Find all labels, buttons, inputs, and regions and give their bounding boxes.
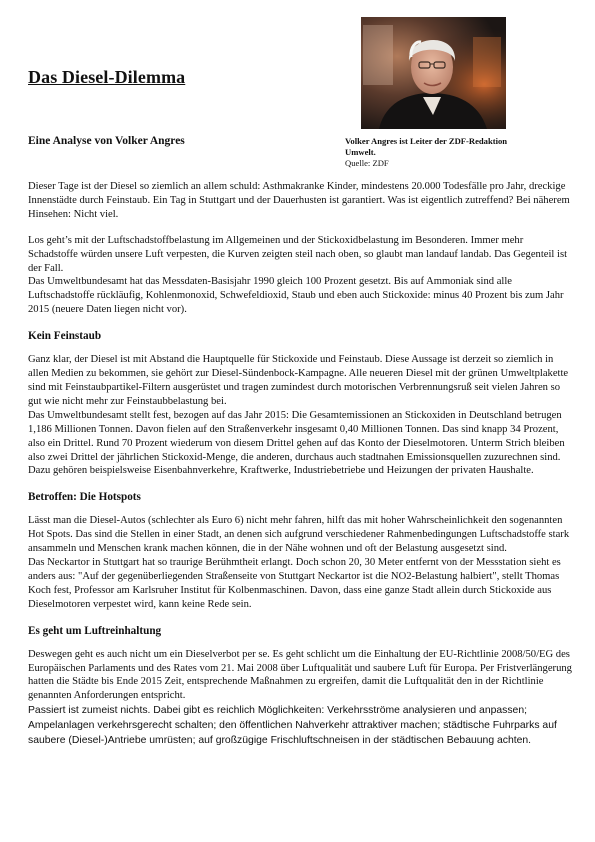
author-photo xyxy=(361,17,506,129)
caption-line-2: Umwelt. xyxy=(345,147,376,157)
section-heading-hotspots: Betroffen: Die Hotspots xyxy=(28,491,141,504)
paragraph: Lässt man die Diesel-Autos (schlechter als Euro 6) nicht mehr fahren, hilft das mit hoher Wahrscheinlichkeit den sogenannten Hot Spots. Das sind die Stellen in einer Stadt, an denen sich aufgrund verschiedener Rahmenbedingungen Luftschadstoffe stark ansammeln und Menschen krank machen können, die in der Nähe wohnen und oft der Belastung ausgesetzt sind. xyxy=(28,515,570,555)
paragraph: Das Umweltbundesamt stellt fest, bezogen auf das Jahr 2015: Die Gesamtemissionen an Stickoxiden in Deutschland betrugen 1,186 Millionen Tonnen. Davon fielen auf den Straßenverkehr insgesamt 0,40 Millionen Tonnen. Das sind knapp 34 Prozent, also ein Drittel. Rund 70 Prozent wiederum von diesem Drittel gehen auf das Konto der Dieselmotoren. Unterm Strich bleiben also zwei Drittel der jährlichen Stickoxid-Menge, die anderen, durchaus auch stadtnahen Emissionsquellen zuzurechnen sind. Dazu gehören beispielsweise Eisenbahnverkehre, Kraftwerke, Industriebetriebe und Heizungen der privaten Haushalte. xyxy=(28,409,565,477)
section-heading-kein-feinstaub: Kein Feinstaub xyxy=(28,330,102,343)
caption-source: Quelle: ZDF xyxy=(345,158,389,168)
photo-caption xyxy=(345,136,555,169)
paragraph: Passiert ist zumeist nichts. Dabei gibt es reichlich Möglichkeiten: Verkehrsströme analysieren und anpassen; Ampelanlagen verkehrsgerecht schalten; den öffentlichen Nahverkehr attraktiver machen; städtische Fuhrparks auf saubere (Diesel-)Antriebe umrüsten; auf großzügige Frischluftschneisen in der städtischen Bebauung achten. xyxy=(28,705,557,747)
paragraph: Das Neckartor in Stuttgart hat so traurige Berühmtheit erlangt. Doch schon 20, 30 Meter entfernt von der Messstation sieht es anders aus: "Auf der gegenüberliegenden Straßenseite von Stuttgart Neckartor ist die NO2-Belastung halbiert", stellt Thomas Koch fest, Professor am Karlsruher Institut für Kolbenmaschinen. Davon, dass eine ganze Stadt allein durch Stickoxide aus Dieselmotoren verpestet wird, kann keine Rede sein. xyxy=(28,557,561,610)
article-body xyxy=(28,180,572,748)
paragraph: Deswegen geht es auch nicht um ein Dieselverbot per se. Es geht schlicht um die Einhaltung der EU-Richtlinie 2008/50/EG des Europäischen Parlaments und des Rates vom 21. Mai 2008 über Luftqualität und saubere Luft für Europa. Per Fristverlängerung hatten die Städte bis Ende 2015 Zeit, entsprechende Maßnahmen zu ergreifen, damit die Luftqualität den in der Richtlinie genannten Anforderungen entspricht. xyxy=(28,648,572,702)
paragraph-intro: Dieser Tage ist der Diesel so ziemlich an allem schuld: Asthmakranke Kinder, mindestens 20.000 Todesfälle pro Jahr, dreckige Innenstädte durch Feinstaub. Ein Tag in Stuttgart und der Dauerhusten ist garantiert. Was ist eigentlich zutreffend? Bei näherem Hinsehen: Nicht viel. xyxy=(28,181,570,220)
paragraph: Los geht’s mit der Luftschadstoffbelastung im Allgemeinen und der Stickoxidbelastung im Besonderen. Immer mehr Schadstoffe würden unsere Luft verpesten, die Kurven zeigten steil nach oben, so glaubt man landauf landab. Das Gegenteil ist der Fall. xyxy=(28,234,568,274)
caption-line-1: Volker Angres ist Leiter der ZDF-Redaktion xyxy=(345,136,508,146)
portrait-photo-icon xyxy=(361,17,506,129)
section-heading-luftreinhaltung: Es geht um Luftreinhaltung xyxy=(28,624,162,637)
article-subtitle: Eine Analyse von Volker Angres xyxy=(28,135,185,147)
paragraph: Das Umweltbundesamt hat das Messdaten-Basisjahr 1990 gleich 100 Prozent gesetzt. Bis auf Ammoniak sind alle Luftschadstoffe rückläufig, Kohlenmonoxid, Schwefeldioxid, Staub und eben auch Stickoxide: minus 40 Prozent bis zum Jahr 2015 (neuere Daten liegen nicht vor). xyxy=(28,276,564,316)
paragraph: Ganz klar, der Diesel ist mit Abstand die Hauptquelle für Stickoxide und Feinstaub. Diese Aussage ist derzeit so ziemlich in allen Medien zu bekommen, sie gehört zur Diesel-Sündenbock-Kampagne. Alle neueren Diesel mit der grünen Umweltplakette sind mit Feinstaubpartikel-Filtern ausgerüstet und tragen zumindest durch motorischen Verbrennungsruß seit vielen Jahren so gut wie nicht mehr zur Feinstaubbelastung bei. xyxy=(28,354,569,407)
article-title: Das Diesel-Dilemma xyxy=(28,67,186,87)
